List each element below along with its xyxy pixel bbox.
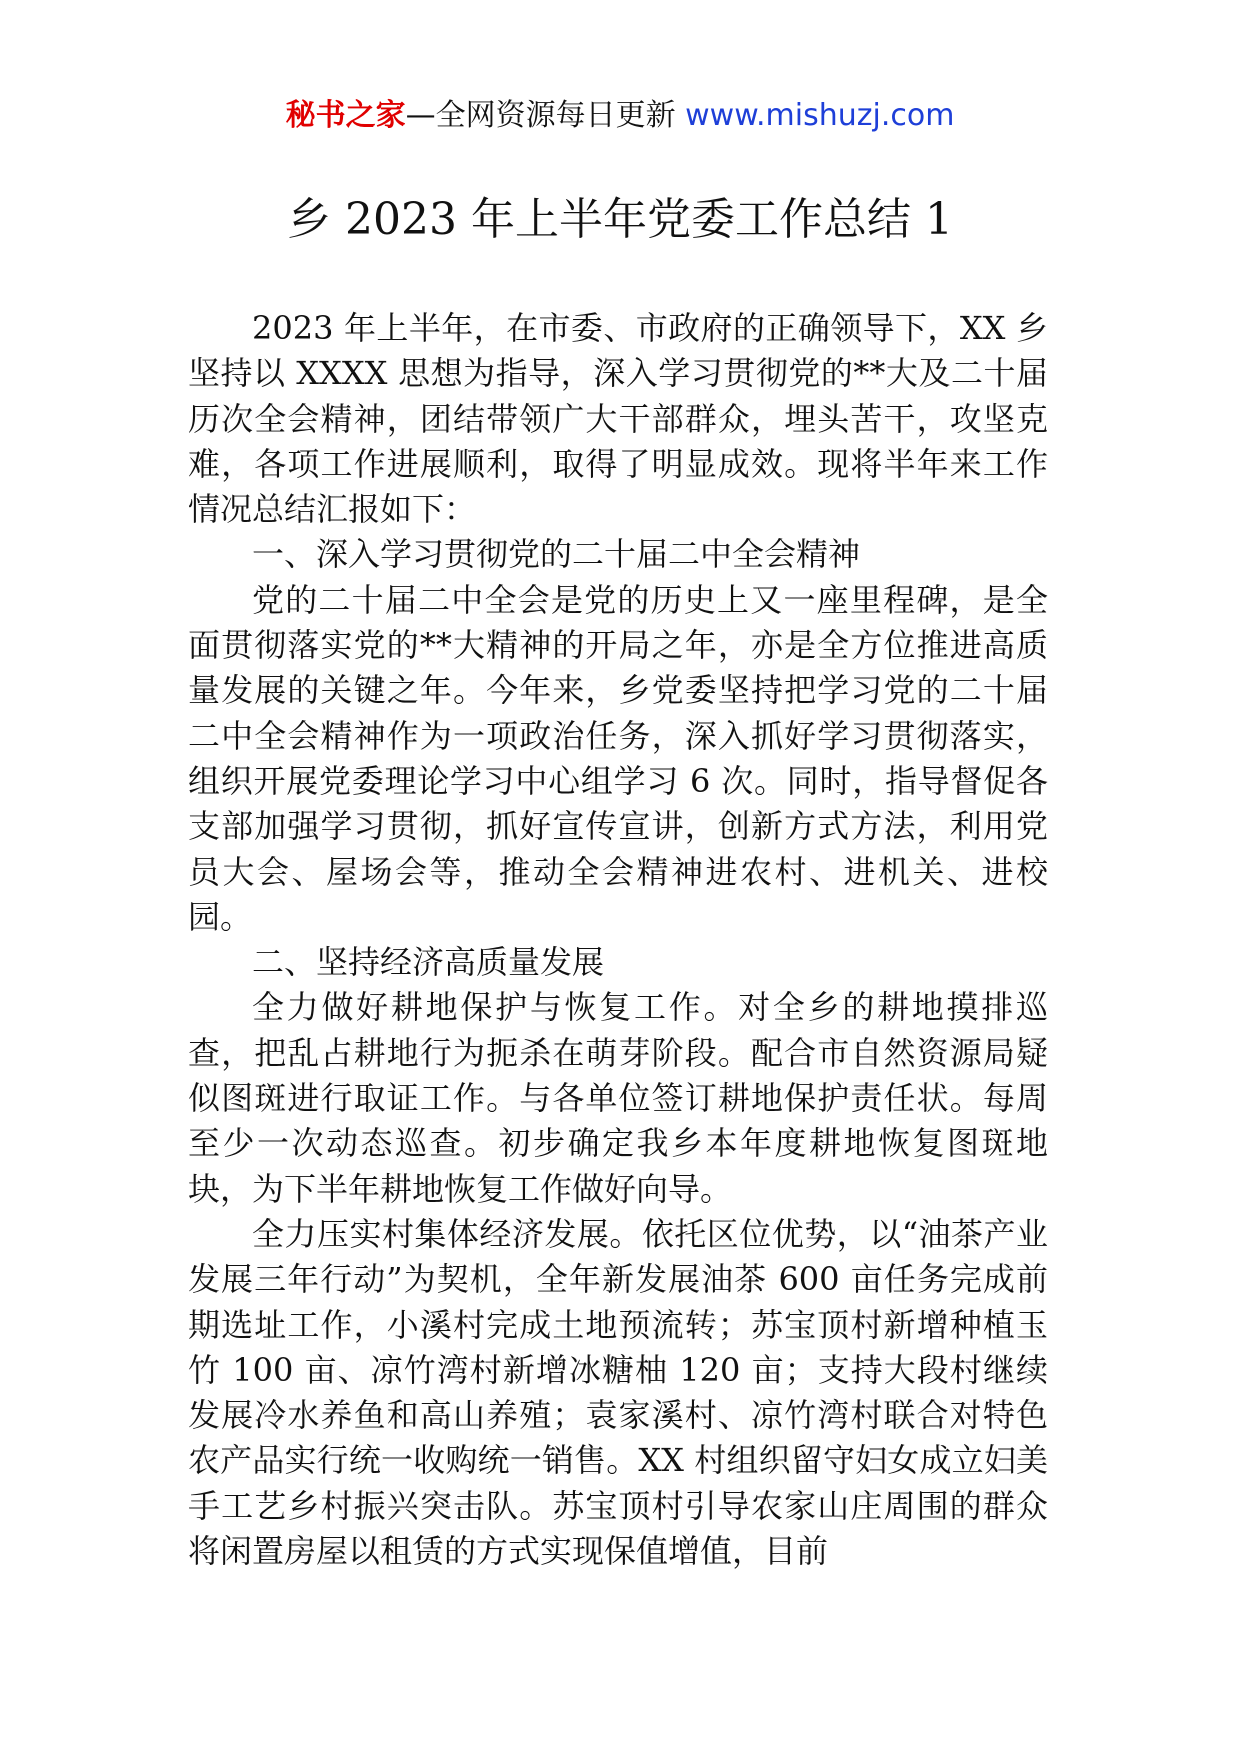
document-title: 乡 2023 年上半年党委工作总结 1: [287, 194, 953, 245]
section-heading-2: 二、坚持经济高质量发展: [252, 943, 605, 982]
document-body: [188, 306, 1048, 1574]
section-2-paragraph-1: 全力做好耕地保护与恢复工作。对全乡的耕地摸排巡查，把乱占耕地行为扼杀在萌芽阶段。配合市自然资源局疑似图斑进行取证工作。与各单位签订耕地保护责任状。每周至少一次动态巡查。初步确定我乡本年度耕地恢复图斑地块，为下半年耕地恢复工作做好向导。: [188, 988, 1048, 1208]
brand-name: 秘书之家: [285, 98, 406, 133]
header-slogan: —全网资源每日更新: [405, 98, 686, 133]
section-heading-1: 一、深入学习贯彻党的二十届二中全会精神: [252, 535, 861, 574]
section-2-paragraph-2: 全力压实村集体经济发展。依托区位优势，以“油茶产业发展三年行动”为契机，全年新发展油茶 600 亩任务完成前期选址工作，小溪村完成土地预流转；苏宝顶村新增种植玉竹 100 亩、凉竹湾村新增冰糖柚 120 亩；支持大段村继续发展冷水养鱼和高山养殖；袁家溪村、凉竹湾村联合对特色农产品实行统一收购统一销售。XX 村组织留守妇女成立妇美手工艺乡村振兴突击队。苏宝顶村引导农家山庄周围的群众将闲置房屋以租赁的方式实现保值增值，目前: [188, 1214, 1048, 1571]
intro-paragraph: 2023 年上半年，在市委、市政府的正确领导下，XX 乡坚持以 XXXX 思想为指导，深入学习贯彻党的**大及二十届历次全会精神，团结带领广大干部群众，埋头苦干，攻坚克难，各项工作进展顺利，取得了明显成效。现将半年来工作情况总结汇报如下：: [188, 309, 1048, 529]
site-header: [0, 96, 1240, 136]
site-url-link[interactable]: www.mishuzj.com: [685, 98, 955, 133]
section-1-paragraph: 党的二十届二中全会是党的历史上又一座里程碑，是全面贯彻落实党的**大精神的开局之年，亦是全方位推进高质量发展的关键之年。今年来，乡党委坚持把学习党的二十届二中全会精神作为一项政治任务，深入抓好学习贯彻落实，组织开展党委理论学习中心组学习 6 次。同时，指导督促各支部加强学习贯彻，抓好宣传宣讲，创新方式方法，利用党员大会、屋场会等，推动全会精神进农村、进机关、进校园。: [188, 580, 1048, 936]
